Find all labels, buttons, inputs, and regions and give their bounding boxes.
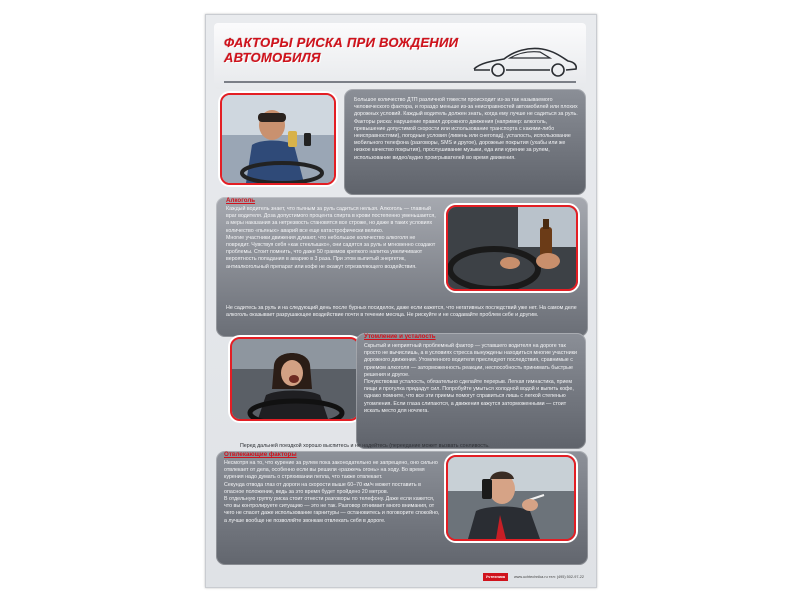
distraction-paragraph: Секунда отвода глаз от дороги на скорости выше 60–70 км/ч может поставить в опасное положение, ведь за это время будет пройдено 20 метров. xyxy=(224,481,421,495)
alcohol-paragraph: Многие участники движения думают, что небольшое количество алкоголя не повредит. Чувствуя себя «как стеклышко», они садятся за руль и мгновенно создают проблемы. Стоит помнить, что даже 50 граммов крепкого напитка увеличивают вероятность попадания в аварию в 3 раза. При этом выпитый энергетик, антиалкогольный препарат или кофе не окажут отрезвляющего воздействия. xyxy=(226,234,436,270)
fatigue-title: Утомление и усталость xyxy=(364,333,436,340)
alcohol-text-wide xyxy=(226,305,578,319)
poster-footer xyxy=(214,573,588,581)
photo-driver-phone-cigarette xyxy=(446,455,576,541)
fatigue-text xyxy=(364,343,578,415)
fatigue-paragraph: Скрытый и неприятный проблемный фактор — уставшего водителя на дороге так просто не вычислишь, а в условиях стресса вынуждены находиться многие участники дорожного движения. Утомленного водителя преследуют последствия, сравнимые с приемом алкоголя — заторможенность реакции, неспособность принимать быстрые решения и другое. xyxy=(364,343,577,378)
publisher-contacts: www.uchtechnika.ru тел: (495) 502-97-22 xyxy=(513,575,584,579)
sports-car-icon xyxy=(470,39,580,79)
alcohol-text xyxy=(226,206,438,271)
fatigue-card xyxy=(356,333,586,449)
alcohol-paragraph: Не садитесь за руль и на следующий день после бурных посиделок, даже если кажется, что негативных последствий уже нет. На самом деле алкоголь оказывает разрушающее воздействие почти в течение месяца. Не рискуйте и не создавайте проблем себе и другим. xyxy=(226,305,577,319)
photo-driver-yawning xyxy=(230,337,360,421)
poster xyxy=(205,14,597,588)
intro-text xyxy=(354,97,578,162)
photo-driver-distracted xyxy=(220,93,336,185)
alcohol-paragraph: Каждый водитель знает, что пьяным за руль садиться нельзя. Алкоголь — главный враг водителя. Доза допустимого процента спирта в крови постепенно уменьшается, а меры наказания за нетрезвость становятся все строже, но даже в таких условиях количество «пьяных» аварий все еще катастрофически велико. xyxy=(226,206,436,234)
poster-header xyxy=(214,23,586,89)
fatigue-paragraph: Почувствовав усталость, обязательно сделайте перерыв. Легкая гимнастика, прием пищи и прогулка придадут сил. Попробуйте умыться холодной водой и выпить кофе, однако помните, что все эти приемы помогут справиться лишь с легкой степенью утомления. Если глаза слипаются, а движения кажутся заторможенными — стоит искать место для ночлега. xyxy=(364,379,574,414)
alcohol-title: Алкоголь xyxy=(226,197,256,204)
intro-card xyxy=(344,89,586,195)
poster-title: ФАКТОРЫ РИСКА ПРИ ВОЖДЕНИИ АВТОМОБИЛЯ xyxy=(224,35,459,65)
publisher-logo: Учтехника xyxy=(483,573,508,581)
distraction-title: Отвлекающие факторы xyxy=(224,451,297,458)
intro-paragraph: Факторы риска: нарушение правил дорожного движения (например: алкоголь, превышение допустимой скорости или использование транспорта с какими-либо неисправностями), погодные условия (ливень или снегопад), усталость, использование мобильного телефона (разговоры, SMS и другое), дорожные покрытия (ухабы или же низкое качество покрытия), прослушивание музыки, еда или курение за рулем, использование видео/аудио проигрывателей во время движения. xyxy=(354,118,571,161)
fatigue-text-wide xyxy=(240,443,580,450)
fatigue-paragraph: Перед дальней поездкой хорошо выспитесь и не надейтесь (переедание может вызвать сонливость. xyxy=(240,443,490,449)
distraction-paragraph: Несмотря на то, что курение за рулем пока законодательно не запрещено, оно сильно отвлекает от дела, особенно если вы решили «разжечь огонь» на ходу. Во время курения надо думать о стряхивании пепла, что также отвлекает. xyxy=(224,460,438,481)
distraction-text xyxy=(224,460,442,525)
header-divider xyxy=(224,81,576,83)
intro-paragraph: Большое количество ДТП различной тяжести происходит из-за так называемого человеческого фактора, и гораздо меньше из-за неисправностей автомобилей или плохих дорожных условий. Каждый водитель должен знать, когда ему лучше не садиться за руль. xyxy=(354,97,578,118)
photo-driver-alcohol xyxy=(446,205,578,291)
distraction-paragraph: В отдельную группу риска стоит отнести разговоры по телефону. Даже если кажется, что вы контролируете ситуацию — это не так. Разговор отнимает много внимания, от чего не спасет даже использование гарнитуры — остановитесь и поговорите спокойно, а лучше вообще не позволяйте звонкам отвлекать себя в дороге. xyxy=(224,496,440,524)
